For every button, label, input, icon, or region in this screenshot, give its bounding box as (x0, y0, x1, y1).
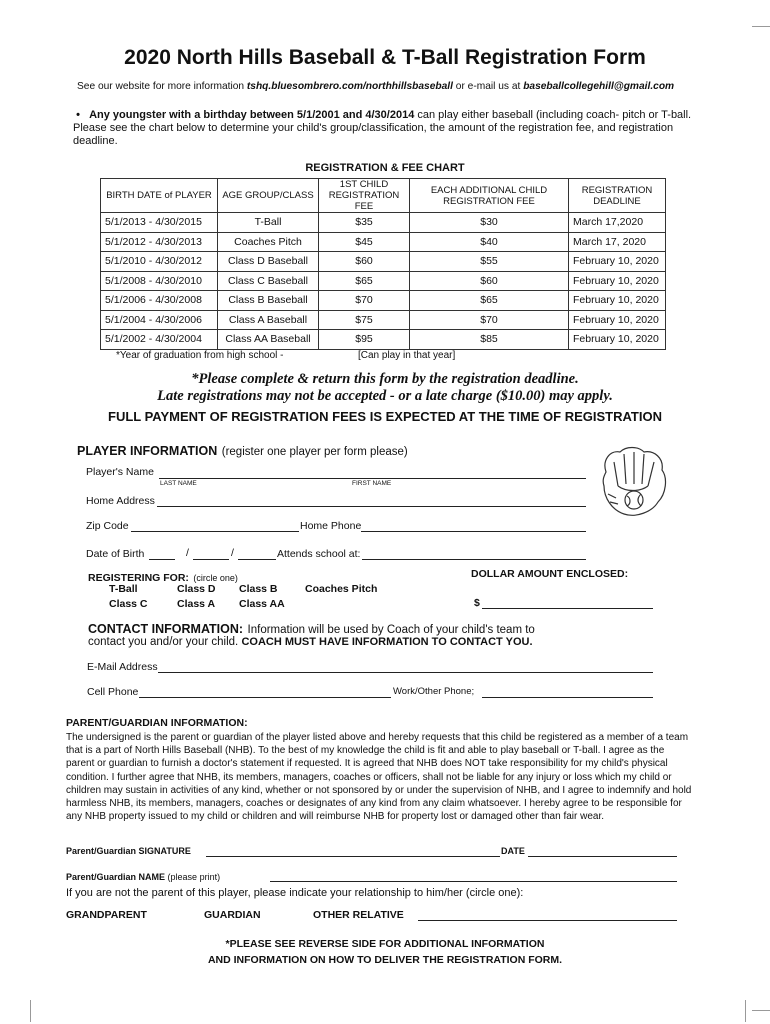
other-relative-field[interactable] (418, 920, 677, 921)
cell-age-group: Class B Baseball (218, 291, 319, 311)
cell-birth-date: 5/1/2010 - 4/30/2012 (101, 252, 218, 272)
contact-text-2: contact you and/or your child. (88, 636, 239, 648)
signature-label: Parent/Guardian SIGNATURE (66, 846, 191, 856)
option-class-d[interactable]: Class D (177, 583, 216, 595)
circle-one-note: (circle one) (193, 573, 238, 583)
players-name-label: Player's Name (86, 466, 154, 478)
cell-deadline: February 10, 2020 (569, 271, 666, 291)
cell-first-fee: $35 (319, 213, 410, 233)
cell-birth-date: 5/1/2012 - 4/30/2013 (101, 232, 218, 252)
cell-first-fee: $60 (319, 252, 410, 272)
dollar-amount-label: DOLLAR AMOUNT ENCLOSED: (471, 568, 629, 580)
table-row (101, 310, 666, 330)
cell-deadline: March 17, 2020 (569, 232, 666, 252)
cell-additional-fee: $65 (410, 291, 569, 311)
option-class-a[interactable]: Class A (177, 598, 216, 610)
player-info-heading: PLAYER INFORMATION (77, 444, 218, 458)
intro-paragraph (73, 109, 698, 148)
header-additional: EACH ADDITIONAL CHILD REGISTRATION FEE (410, 179, 569, 213)
cell-phone-field[interactable] (139, 697, 391, 698)
parent-consent-paragraph: The undersigned is the parent or guardian of the player listed above and hereby requests that this child be registered as a member of a team that is a part of North Hills Baseball (NHB). To the best of my knowledge the child is fit and able to play baseball or T-ball. I agree as the parent or guardian to furnish a doctor's statement if requested. It is agreed that NHB does NOT take responsibility for my child's physical condition. I further agree that NHB, its members, managers, coaches or officers, shall not be liable for any injury or loss which my child or children may sustain in activities of any kind, whether or not sponsored by or under the supervision of NHB, and I agree to indemnify and hold harmless NHB, its members, managers, coaches or designates of any kind from any claim whatsoever. I hereby agree to be responsible for any NHB property issued to my child or children and will reimburse NHB for property lost or damaged other than fair wear. (66, 732, 692, 823)
intro-bold: Any youngster with a birthday between 5/1/2001 and 4/30/2014 (89, 109, 415, 121)
please-print-note: (please print) (167, 872, 221, 882)
work-phone-field[interactable] (482, 697, 653, 698)
cell-additional-fee: $85 (410, 330, 569, 350)
attends-label: Attends school at: (277, 548, 361, 560)
first-name-label: FIRST NAME (352, 480, 392, 487)
table-row (101, 213, 666, 233)
school-field[interactable] (362, 559, 586, 560)
form-title: 2020 North Hills Baseball & T-Ball Registration Form (124, 46, 646, 69)
guardian-name-label: Parent/Guardian NAME (66, 872, 166, 882)
cell-age-group: T-Ball (218, 213, 319, 233)
option-class-b[interactable]: Class B (239, 583, 278, 595)
cell-additional-fee: $70 (410, 310, 569, 330)
cell-birth-date: 5/1/2006 - 4/30/2008 (101, 291, 218, 311)
home-phone-field[interactable] (361, 531, 586, 532)
cell-deadline: February 10, 2020 (569, 330, 666, 350)
baseball-glove-icon (596, 442, 672, 522)
cell-first-fee: $45 (319, 232, 410, 252)
cell-birth-date: 5/1/2013 - 4/30/2015 (101, 213, 218, 233)
header-deadline: REGISTRATION DEADLINE (569, 179, 666, 213)
crop-mark-bottom-left (30, 1000, 31, 1022)
crop-mark-bottom-right-h (752, 1010, 770, 1011)
deadline-line1: *Please complete & return this form by the registration deadline. (191, 371, 579, 387)
cell-birth-date: 5/1/2004 - 4/30/2006 (101, 310, 218, 330)
guardian-name-row (66, 872, 220, 882)
relationship-text: If you are not the parent of this player, please indicate your relationship to him/her (circle one): (66, 887, 524, 899)
dollar-sign: $ (474, 597, 480, 609)
footer-line-1: *PLEASE SEE REVERSE SIDE FOR ADDITIONAL INFORMATION (225, 938, 545, 950)
table-header-row (101, 179, 666, 213)
header-group: AGE GROUP/CLASS (218, 179, 319, 213)
cell-first-fee: $65 (319, 271, 410, 291)
table-row (101, 232, 666, 252)
player-info-heading-row (77, 442, 408, 460)
cell-deadline: February 10, 2020 (569, 310, 666, 330)
cell-additional-fee: $60 (410, 271, 569, 291)
cell-age-group: Coaches Pitch (218, 232, 319, 252)
full-payment-notice: FULL PAYMENT OF REGISTRATION FEES IS EXPECTED AT THE TIME OF REGISTRATION (108, 409, 662, 424)
email-link[interactable]: baseballcollegehill@gmail.com (523, 81, 675, 92)
deadline-line2: Late registrations may not be accepted - or a late charge ($10.00) may apply. (157, 388, 613, 404)
guardian-name-field[interactable] (270, 881, 677, 882)
option-class-aa[interactable]: Class AA (239, 598, 285, 610)
parent-guardian-heading: PARENT/GUARDIAN INFORMATION: (66, 717, 248, 729)
dob-slash-2: / (231, 547, 234, 559)
cell-deadline: March 17,2020 (569, 213, 666, 233)
option-class-c[interactable]: Class C (109, 598, 148, 610)
email-label: E-Mail Address (87, 661, 158, 673)
dob-year-field[interactable] (238, 559, 276, 560)
dob-label: Date of Birth (86, 548, 145, 560)
crop-mark-top-right (752, 26, 770, 27)
contact-text-1: Information will be used by Coach of your child's team to (247, 624, 535, 636)
table-row (101, 330, 666, 350)
cell-deadline: February 10, 2020 (569, 291, 666, 311)
contact-heading: CONTACT INFORMATION: (88, 622, 244, 636)
dollar-amount-field[interactable] (482, 608, 653, 609)
cell-birth-date: 5/1/2008 - 4/30/2010 (101, 271, 218, 291)
home-address-label: Home Address (86, 495, 155, 507)
cell-first-fee: $75 (319, 310, 410, 330)
website-link[interactable]: tshq.bluesombrero.com/northhillsbaseball (246, 81, 453, 92)
bullet-icon: • (76, 109, 80, 121)
table-row (101, 252, 666, 272)
players-name-field[interactable] (159, 478, 586, 479)
crop-mark-bottom-right (745, 1000, 746, 1022)
header-birth: BIRTH DATE of PLAYER (101, 179, 218, 213)
zip-label: Zip Code (86, 520, 129, 532)
cell-phone-label: Cell Phone (87, 686, 139, 698)
option-t-ball[interactable]: T-Ball (109, 583, 138, 595)
cell-first-fee: $95 (319, 330, 410, 350)
registering-for-label: REGISTERING FOR: (88, 572, 189, 584)
dob-day-field[interactable] (193, 559, 229, 560)
dob-month-field[interactable] (149, 559, 175, 560)
cell-first-fee: $70 (319, 291, 410, 311)
relation-other-relative[interactable]: OTHER RELATIVE (313, 909, 404, 921)
home-address-field[interactable] (157, 506, 586, 507)
website-prefix: See our website for more information (77, 81, 245, 92)
table-row (101, 291, 666, 311)
relation-grandparent[interactable]: GRANDPARENT (66, 909, 147, 921)
cell-additional-fee: $40 (410, 232, 569, 252)
home-phone-label: Home Phone (300, 520, 362, 532)
fee-chart-table (100, 178, 666, 350)
website-mid: or e-mail us at (455, 81, 521, 92)
dob-slash-1: / (186, 547, 189, 559)
cell-additional-fee: $30 (410, 213, 569, 233)
last-name-label: LAST NAME (160, 480, 197, 487)
table-row (101, 271, 666, 291)
play-note: [Can play in that year] (358, 350, 456, 361)
coach-must-have: COACH MUST HAVE INFORMATION TO CONTACT YOU. (241, 636, 533, 648)
chart-title: REGISTRATION & FEE CHART (305, 162, 465, 174)
intro-rest: can play either baseball (including coach- pitch or T-ball. Please see the chart below to determine your child's group/classification, the amount of the registration fee, and registration deadline. (73, 109, 692, 147)
cell-additional-fee: $55 (410, 252, 569, 272)
signature-field[interactable] (206, 856, 500, 857)
graduation-note: *Year of graduation from high school - (116, 350, 284, 361)
cell-birth-date: 5/1/2002 - 4/30/2004 (101, 330, 218, 350)
email-field[interactable] (158, 672, 653, 673)
cell-age-group: Class AA Baseball (218, 330, 319, 350)
option-coaches-pitch[interactable]: Coaches Pitch (305, 583, 378, 595)
date-label: DATE (501, 846, 525, 856)
cell-age-group: Class C Baseball (218, 271, 319, 291)
work-phone-label: Work/Other Phone; (393, 686, 475, 697)
header-first: 1ST CHILD REGISTRATION FEE (319, 179, 410, 213)
date-field[interactable] (528, 856, 677, 857)
cell-age-group: Class D Baseball (218, 252, 319, 272)
footer-line-2: AND INFORMATION ON HOW TO DELIVER THE REGISTRATION FORM. (207, 954, 563, 966)
contact-row-2 (88, 636, 533, 648)
cell-deadline: February 10, 2020 (569, 252, 666, 272)
relation-guardian[interactable]: GUARDIAN (204, 909, 261, 921)
player-info-note: (register one player per form please) (221, 446, 408, 458)
website-line (77, 81, 674, 92)
cell-age-group: Class A Baseball (218, 310, 319, 330)
zip-field[interactable] (131, 531, 299, 532)
